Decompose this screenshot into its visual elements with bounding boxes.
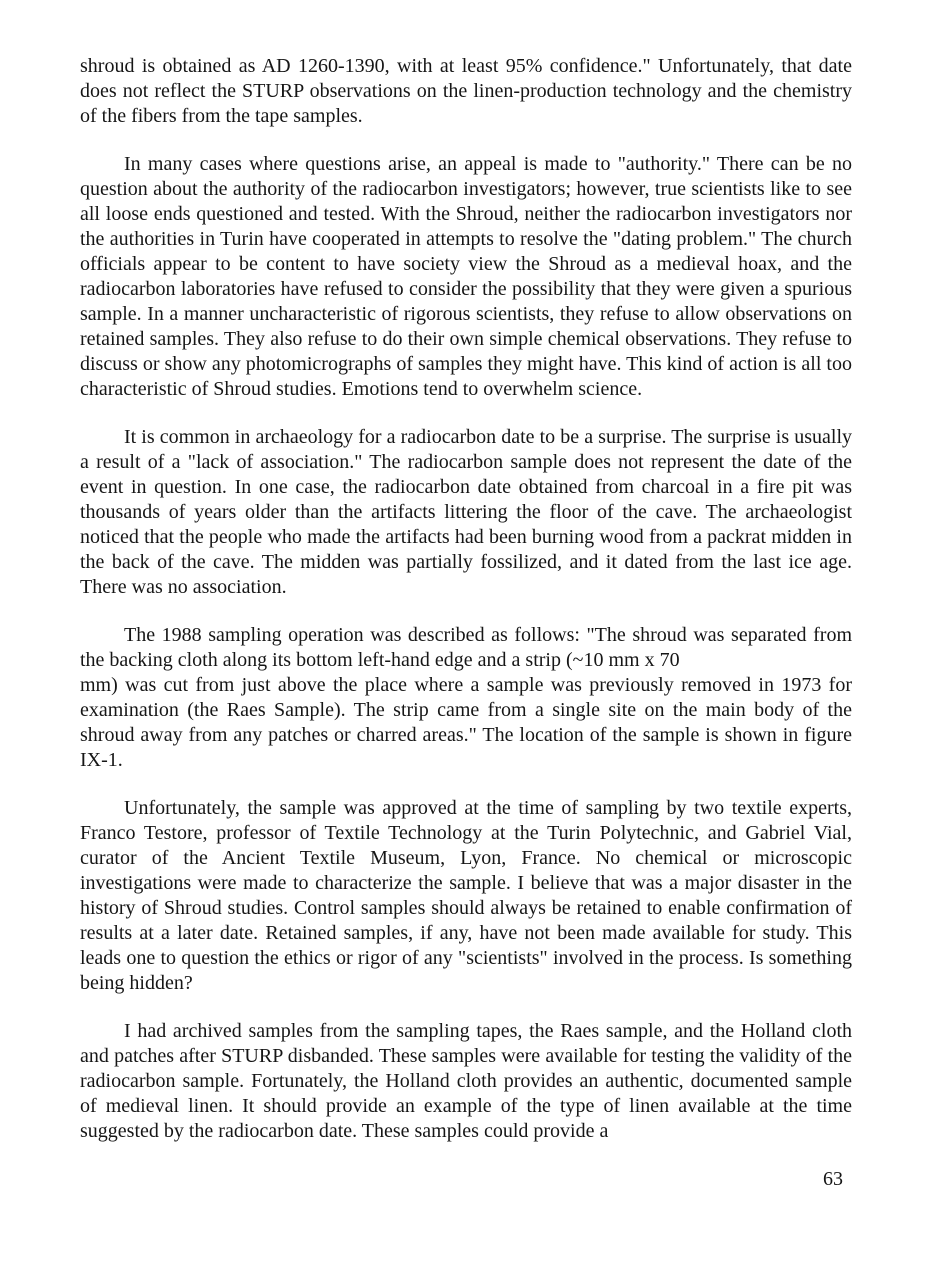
text-block xyxy=(80,54,852,1192)
page-number: 63 xyxy=(823,1168,843,1190)
paragraph: It is common in archaeology for a radiocarbon date to be a surprise. The surprise is usually a result of a "lack of association." The radiocarbon sample does not represent the date of the event in question. In one case, the radiocarbon date obtained from charcoal in a fire pit was thousands of years older than the artifacts littering the floor of the cave. The archaeologist noticed that the people who made the artifacts had been burning wood from a packrat midden in the back of the cave. The midden was partially fossilized, and it dated from the last ice age. There was no association. xyxy=(80,426,852,598)
paragraph: shroud is obtained as AD 1260-1390, with at least 95% confidence." Unfortunately, that date does not reflect the STURP observations on the linen-production technology and the chemistry of the fibers from the tape samples. xyxy=(80,55,852,127)
paragraph-segment: mm) was cut from just above the place where a sample was previously removed in 1973 for examination (the Raes Sample). The strip came from a single site on the main body of the shroud away from any patches or charred areas." The location of the sample is shown in figure IX-1. xyxy=(80,674,852,771)
paragraph: Unfortunately, the sample was approved at the time of sampling by two textile experts, Franco Testore, professor of Textile Technology at the Turin Polytechnic, and Gabriel Vial, curator of the Ancient Textile Museum, Lyon, France. No chemical or microscopic investigations were made to characterize the sample. I believe that was a major disaster in the history of Shroud studies. Control samples should always be retained to enable confirmation of results at a later date. Retained samples, if any, have not been made available for study. This leads one to question the ethics or rigor of any "scientists" involved in the process. Is something being hidden? xyxy=(80,797,852,994)
paragraph xyxy=(80,623,852,773)
paragraph: In many cases where questions arise, an appeal is made to "authority." There can be no question about the authority of the radiocarbon investigators; however, true scientists like to see all loose ends questioned and tested. With the Shroud, neither the radiocarbon investigators nor the authorities in Turin have cooperated in attempts to resolve the "dating problem." The church officials appear to be content to have society view the Shroud as a medieval hoax, and the radiocarbon laboratories have refused to consider the possibility that they were given a spurious sample. In a manner uncharacteristic of rigorous scientists, they refuse to allow observations on retained samples. They also refuse to do their own simple chemical observations. They refuse to discuss or show any photomicrographs of samples they might have. This kind of action is all too characteristic of Shroud studies. Emotions tend to overwhelm science. xyxy=(80,153,852,400)
paragraph: I had archived samples from the sampling tapes, the Raes sample, and the Holland cloth and patches after STURP disbanded. These samples were available for testing the validity of the radiocarbon sample. Fortunately, the Holland cloth provides an authentic, documented sample of medieval linen. It should provide an example of the type of linen available at the time suggested by the radiocarbon date. These samples could provide a xyxy=(80,1020,852,1142)
paragraph-segment: The 1988 sampling operation was described as follows: "The shroud was separated from the backing cloth along its bottom left-hand edge and a strip (~10 mm x 70 xyxy=(80,624,852,671)
